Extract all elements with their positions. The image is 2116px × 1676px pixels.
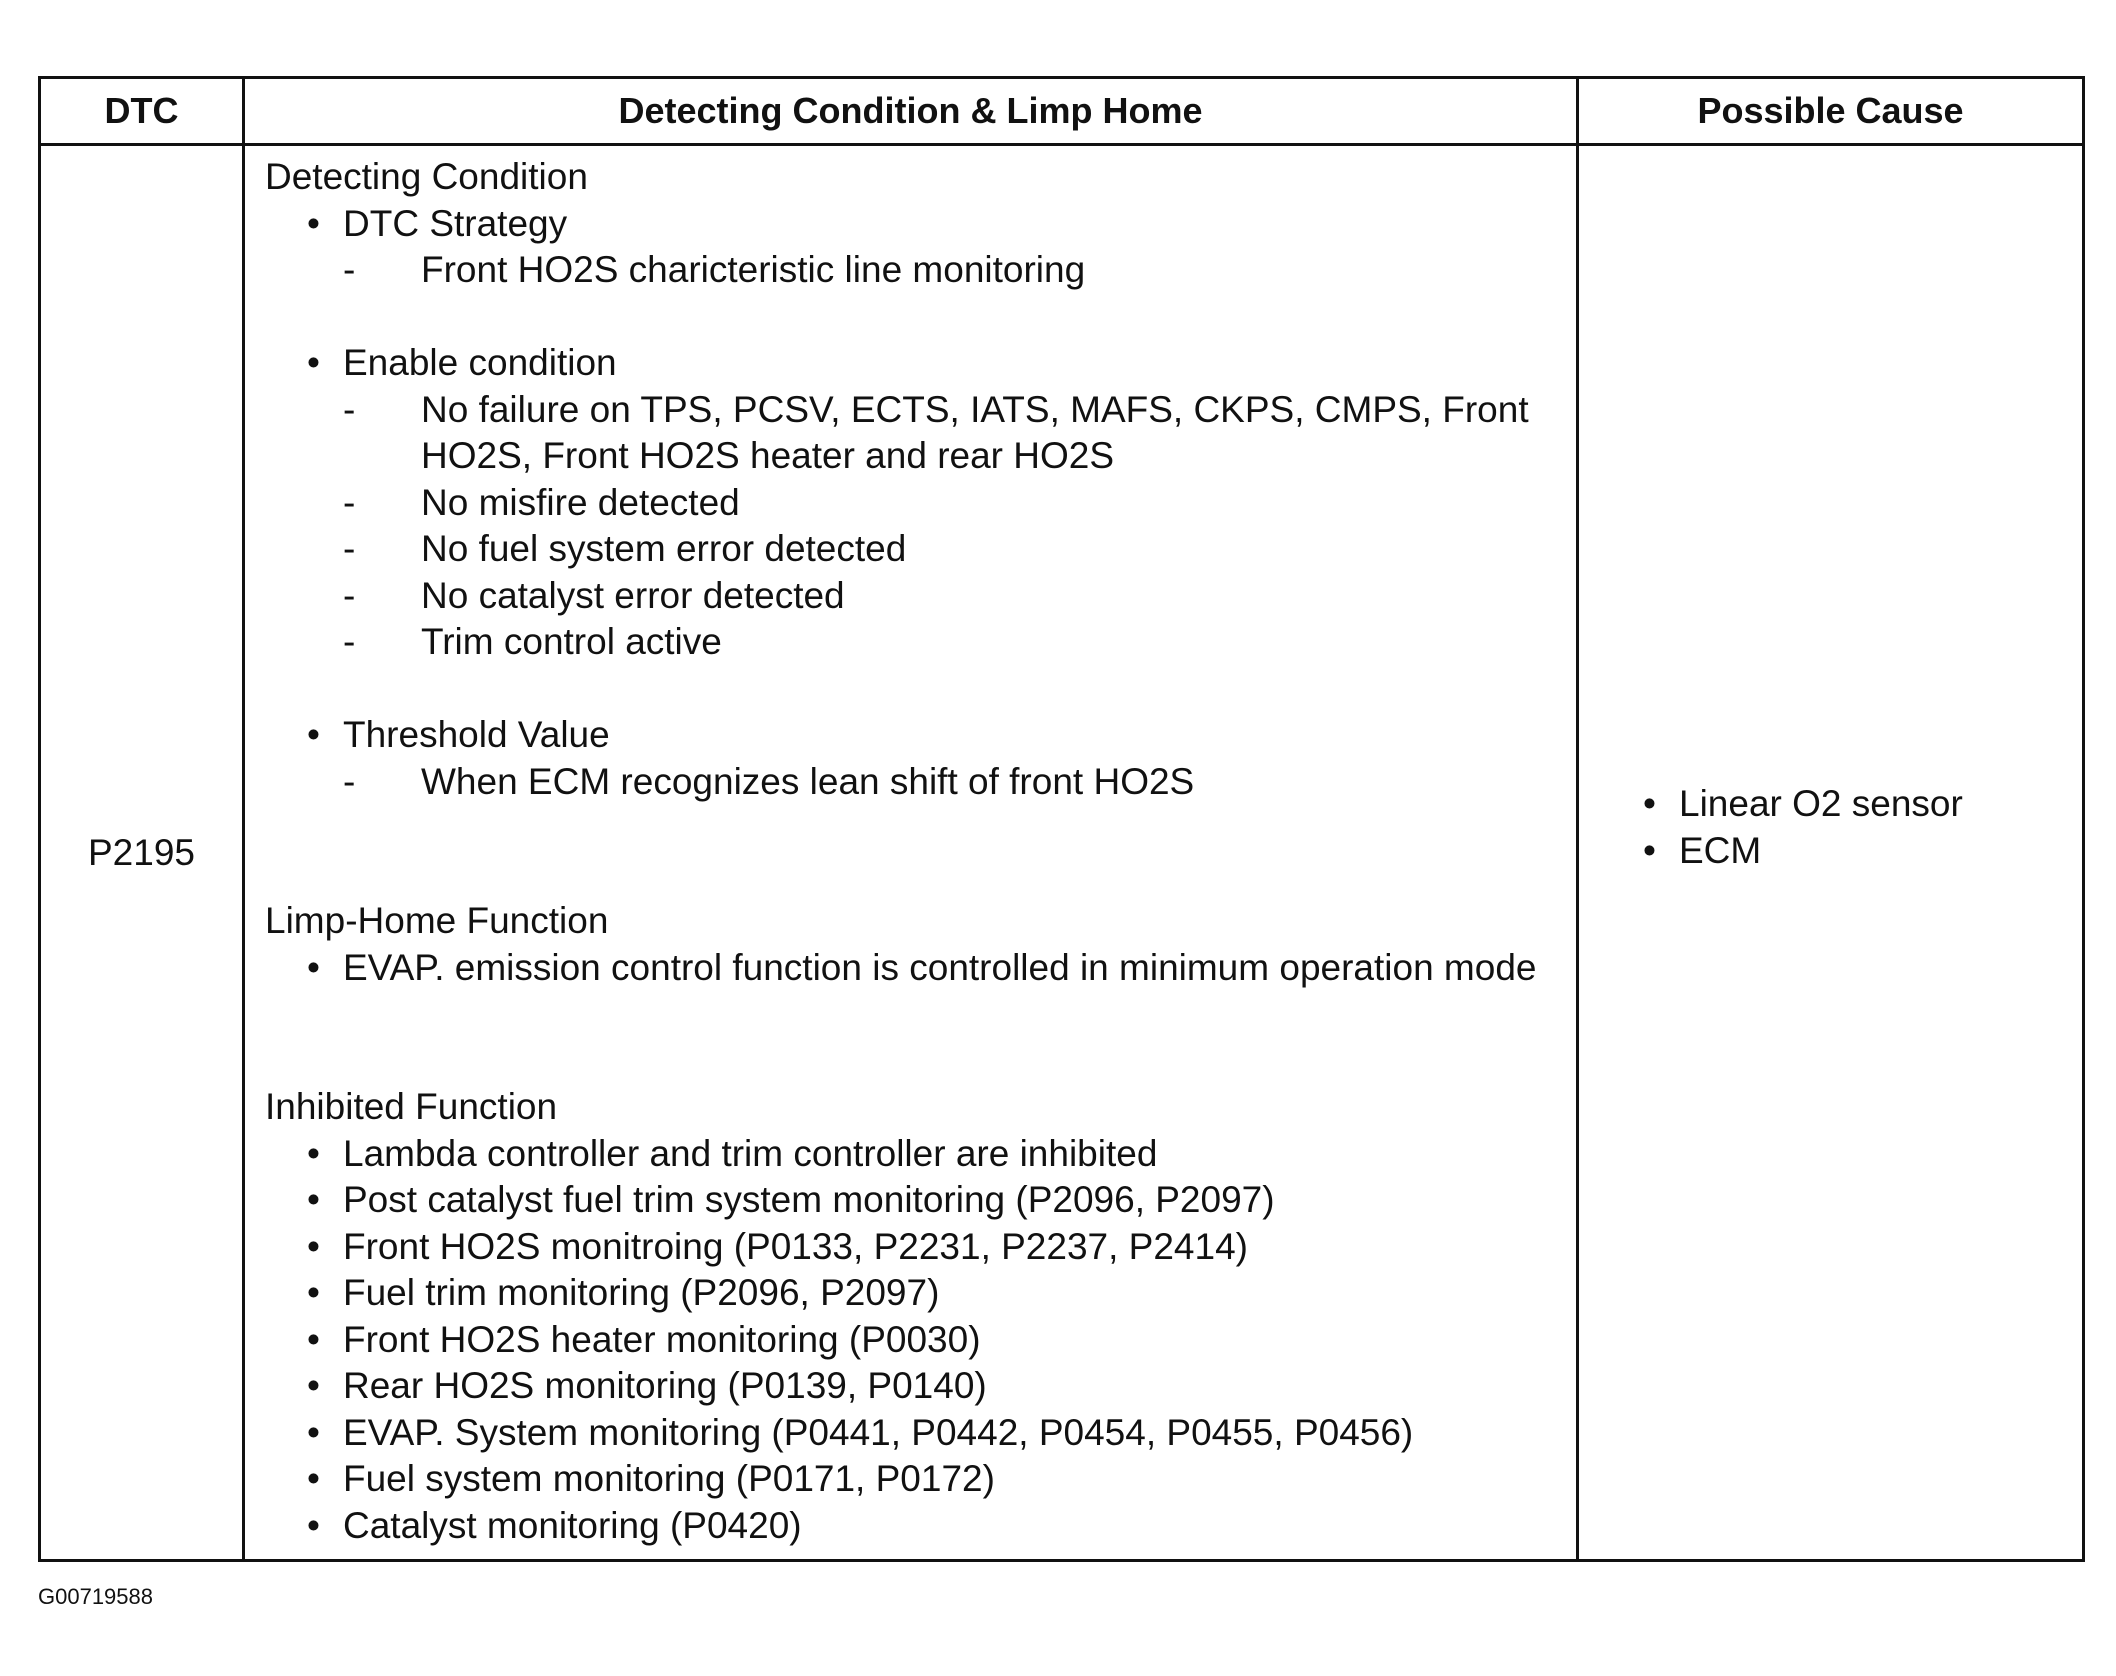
cause-item: • ECM [1639,828,2082,875]
inhibited-item: • Rear HO2S monitoring (P0139, P0140) [265,1363,1566,1410]
enable-condition-item: - No misfire detected [265,480,1566,527]
condition-content [245,146,1576,1549]
inhibited-item: • Post catalyst fuel trim system monitoring (P2096, P2097) [265,1177,1566,1224]
threshold-value-item: - When ECM recognizes lean shift of front HO2S [265,759,1566,806]
cause-item: • Linear O2 sensor [1639,781,2082,828]
threshold-value-label: • Threshold Value [265,712,1566,759]
header-dtc: DTC [40,78,244,145]
dtc-code: P2195 [40,145,244,1561]
table-row [40,145,2084,1561]
dtc-strategy-item: - Front HO2S charicteristic line monitoring [265,247,1566,294]
inhibited-item: • Lambda controller and trim controller are inhibited [265,1131,1566,1178]
inhibited-item: • Front HO2S heater monitoring (P0030) [265,1317,1566,1364]
cause-list [1579,781,2082,924]
inhibited-item: • EVAP. System monitoring (P0441, P0442, P0454, P0455, P0456) [265,1410,1566,1457]
figure-id: G00719588 [38,1584,153,1609]
detecting-condition-title: Detecting Condition [265,156,588,197]
limp-home-title: Limp-Home Function [265,900,609,941]
inhibited-item: • Front HO2S monitroing (P0133, P2231, P2237, P2414) [265,1224,1566,1271]
cause-cell [1578,145,2084,1561]
header-condition: Detecting Condition & Limp Home [244,78,1578,145]
condition-cell [244,145,1578,1561]
inhibited-item: • Fuel trim monitoring (P2096, P2097) [265,1270,1566,1317]
enable-condition-label: • Enable condition [265,340,1566,387]
dtc-strategy-label: • DTC Strategy [265,201,1566,248]
enable-condition-item: - No failure on TPS, PCSV, ECTS, IATS, MAFS, CKPS, CMPS, Front HO2S, Front HO2S heater and rear HO2S [265,387,1566,480]
header-cause: Possible Cause [1578,78,2084,145]
enable-condition-item: - Trim control active [265,619,1566,666]
inhibited-item: • Fuel system monitoring (P0171, P0172) [265,1456,1566,1503]
header-row [40,78,2084,145]
inhibited-item: • Catalyst monitoring (P0420) [265,1503,1566,1550]
limp-home-item: • EVAP. emission control function is controlled in minimum operation mode [265,945,1566,992]
enable-condition-item: - No catalyst error detected [265,573,1566,620]
dtc-table [38,76,2085,1562]
enable-condition-item: - No fuel system error detected [265,526,1566,573]
inhibited-title: Inhibited Function [265,1086,558,1127]
